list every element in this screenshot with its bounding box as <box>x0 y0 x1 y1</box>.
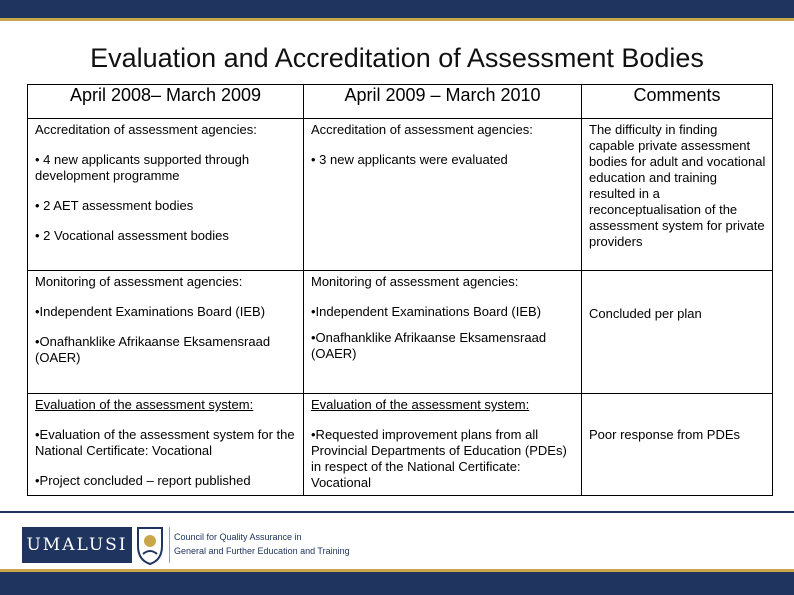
list-item: •Independent Examinations Board (IEB) <box>35 304 266 319</box>
accreditation-2008-cell <box>28 119 304 271</box>
bottom-banner <box>0 572 794 595</box>
list-item: •Onafhanklike Afrikaanse Eksamensraad (OAER) <box>311 330 547 361</box>
evaluation-table <box>27 84 773 496</box>
evaluation-2009-cell <box>304 394 582 496</box>
monitoring-2009-cell <box>304 271 582 394</box>
comment-text: The difficulty in finding capable private assessment bodies for adult and vocational education and training resulted in a reconceptualisation of the assessment system for private providers <box>589 122 766 249</box>
table-row-monitoring <box>28 271 773 394</box>
comment-text: Concluded per plan <box>589 306 702 321</box>
list-item: •Onafhanklike Afrikaanse Eksamensraad (OAER) <box>35 334 271 365</box>
header-2008-2009: April 2008– March 2009 <box>28 85 304 119</box>
evaluation-heading: Evaluation of the assessment system: <box>35 397 254 412</box>
table-header-row <box>28 85 773 119</box>
list-item: • 2 AET assessment bodies <box>35 198 194 213</box>
accreditation-heading: Accreditation of assessment agencies: <box>35 122 257 137</box>
top-gold-stripe <box>0 18 794 21</box>
list-item: • 2 Vocational assessment bodies <box>35 228 229 243</box>
evaluation-comment-cell <box>582 394 773 496</box>
list-item: • 3 new applicants were evaluated <box>311 152 508 167</box>
header-2009-2010: April 2009 – March 2010 <box>304 85 582 119</box>
umalusi-logo: UMALUSI <box>22 527 132 563</box>
page-title: Evaluation and Accreditation of Assessment Bodies <box>90 43 704 73</box>
accreditation-comment-cell <box>582 119 773 271</box>
list-item: •Evaluation of the assessment system for the National Certificate: Vocational <box>35 427 295 458</box>
list-item: •Independent Examinations Board (IEB) <box>311 304 542 319</box>
list-item: • 4 new applicants supported through development programme <box>35 152 250 183</box>
emblem-icon <box>134 524 166 566</box>
header-comments: Comments <box>582 85 773 119</box>
monitoring-2008-cell <box>28 271 304 394</box>
footer-separator <box>169 527 170 563</box>
list-item: •Requested improvement plans from all Provincial Departments of Education (PDEs) in respect of the National Certificate: Vocational <box>311 427 567 490</box>
list-item: •Project concluded – report published <box>35 473 251 488</box>
accreditation-2009-cell <box>304 119 582 271</box>
evaluation-heading: Evaluation of the assessment system: <box>311 397 530 412</box>
footer-tagline <box>174 530 350 558</box>
footer-line-2: General and Further Education and Training <box>174 546 350 556</box>
monitoring-comment-cell <box>582 271 773 394</box>
footer-divider <box>0 511 794 513</box>
evaluation-2008-cell <box>28 394 304 496</box>
table-row-accreditation <box>28 119 773 271</box>
footer-line-1: Council for Quality Assurance in <box>174 532 302 542</box>
accreditation-heading: Accreditation of assessment agencies: <box>311 122 533 137</box>
table-row-evaluation <box>28 394 773 496</box>
comment-text: Poor response from PDEs <box>589 427 741 442</box>
monitoring-heading: Monitoring of assessment agencies: <box>311 274 519 289</box>
top-banner <box>0 0 794 18</box>
monitoring-heading: Monitoring of assessment agencies: <box>35 274 243 289</box>
